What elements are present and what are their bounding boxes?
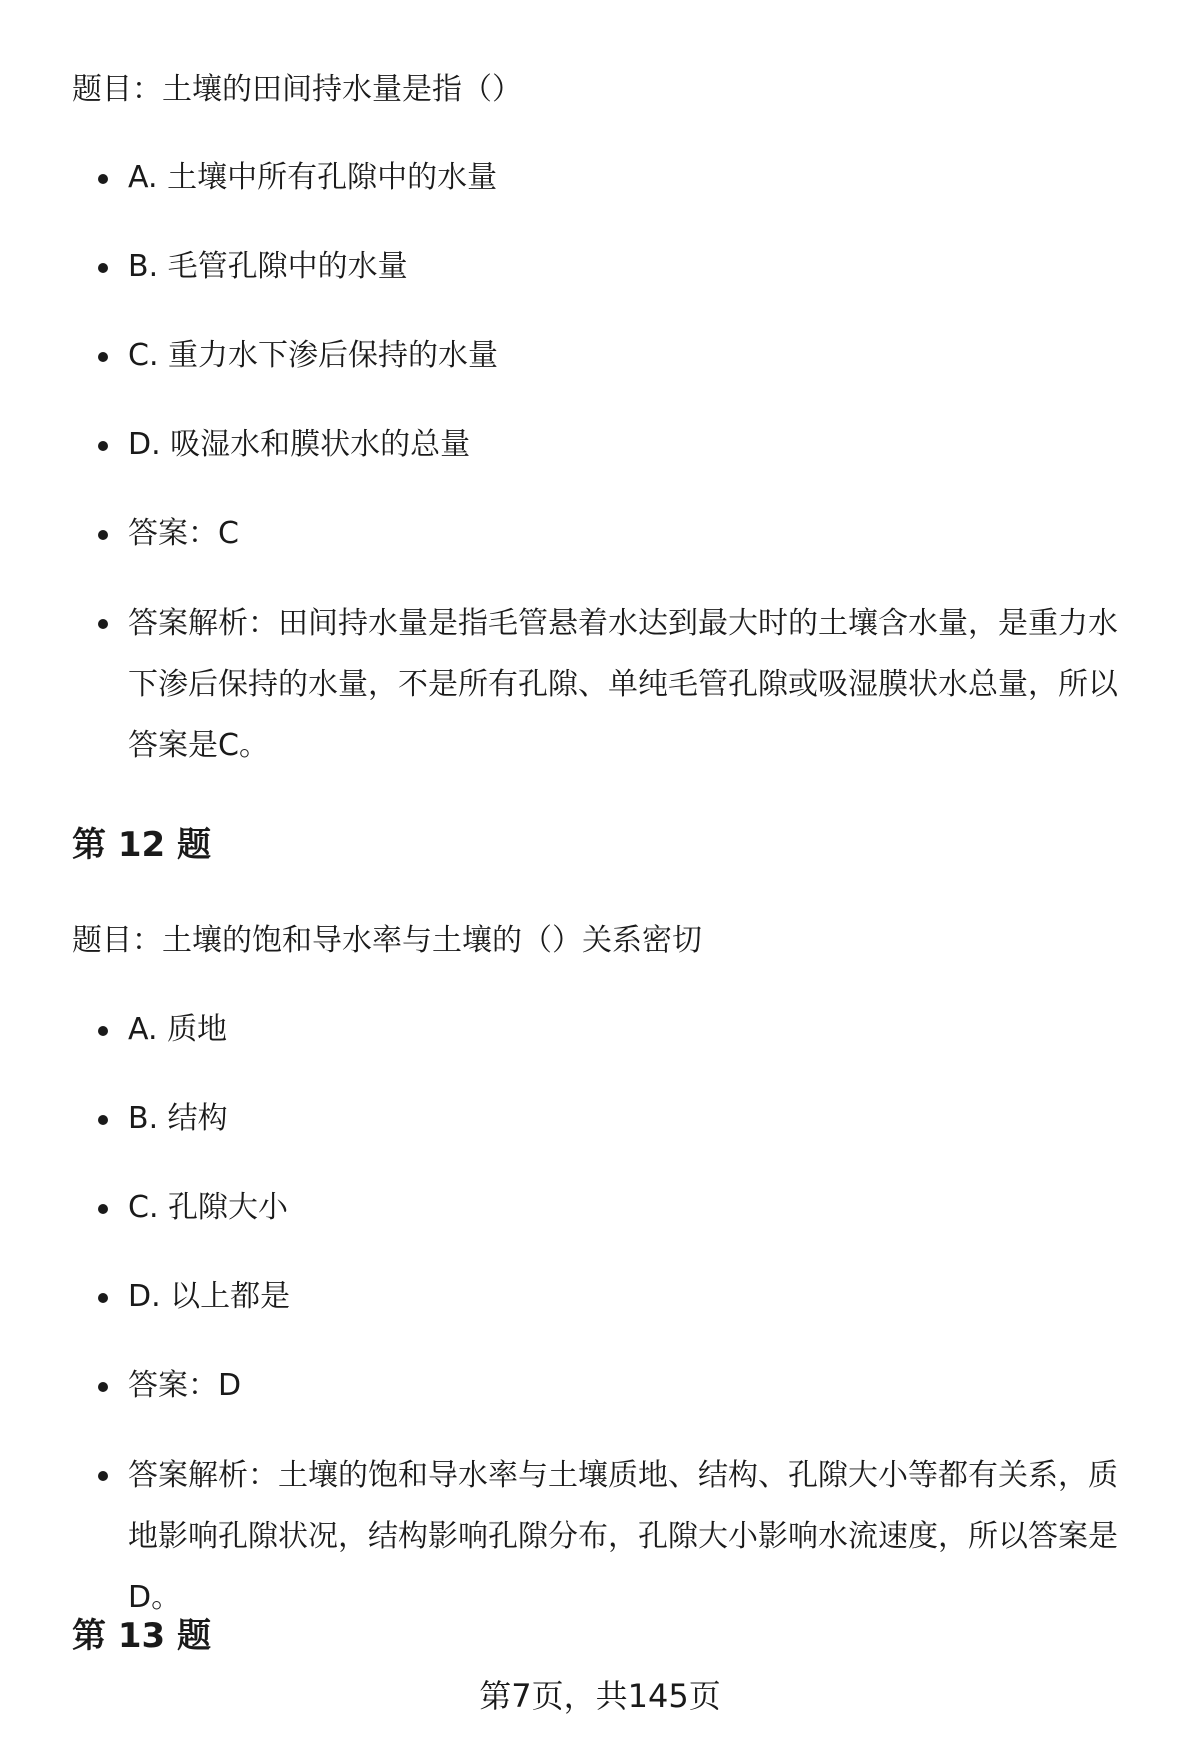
answer: 答案：C bbox=[0, 514, 1200, 554]
option-c: C. 重力水下渗后保持的水量 bbox=[0, 336, 1200, 376]
option-b: B. 毛管孔隙中的水量 bbox=[0, 247, 1200, 287]
option-a: A. 质地 bbox=[0, 1010, 1200, 1050]
question-13-heading: 第 13 题 bbox=[72, 1616, 211, 1656]
question-11-text: 题目：土壤的田间持水量是指（） bbox=[72, 72, 522, 107]
answer: 答案：D bbox=[0, 1366, 1200, 1406]
option-c: C. 孔隙大小 bbox=[0, 1188, 1200, 1228]
answer-explanation: 答案解析：田间持水量是指毛管悬着水达到最大时的土壤含水量，是重力水下渗后保持的水量，不是所有孔隙、单纯毛管孔隙或吸湿膜状水总量，所以答案是C。 bbox=[0, 593, 1200, 776]
question-12-options bbox=[0, 1010, 1200, 1677]
question-12-text: 题目：土壤的饱和导水率与土壤的（）关系密切 bbox=[72, 923, 702, 958]
option-d: D. 以上都是 bbox=[0, 1277, 1200, 1317]
option-b: B. 结构 bbox=[0, 1099, 1200, 1139]
option-a: A. 土壤中所有孔隙中的水量 bbox=[0, 158, 1200, 198]
question-11-options bbox=[0, 158, 1200, 825]
page-footer: 第7页，共145页 bbox=[479, 1677, 721, 1715]
question-12-heading: 第 12 题 bbox=[72, 825, 211, 865]
option-d: D. 吸湿水和膜状水的总量 bbox=[0, 425, 1200, 465]
answer-explanation: 答案解析：土壤的饱和导水率与土壤质地、结构、孔隙大小等都有关系，质地影响孔隙状况，结构影响孔隙分布，孔隙大小影响水流速度，所以答案是D。 bbox=[0, 1445, 1200, 1628]
